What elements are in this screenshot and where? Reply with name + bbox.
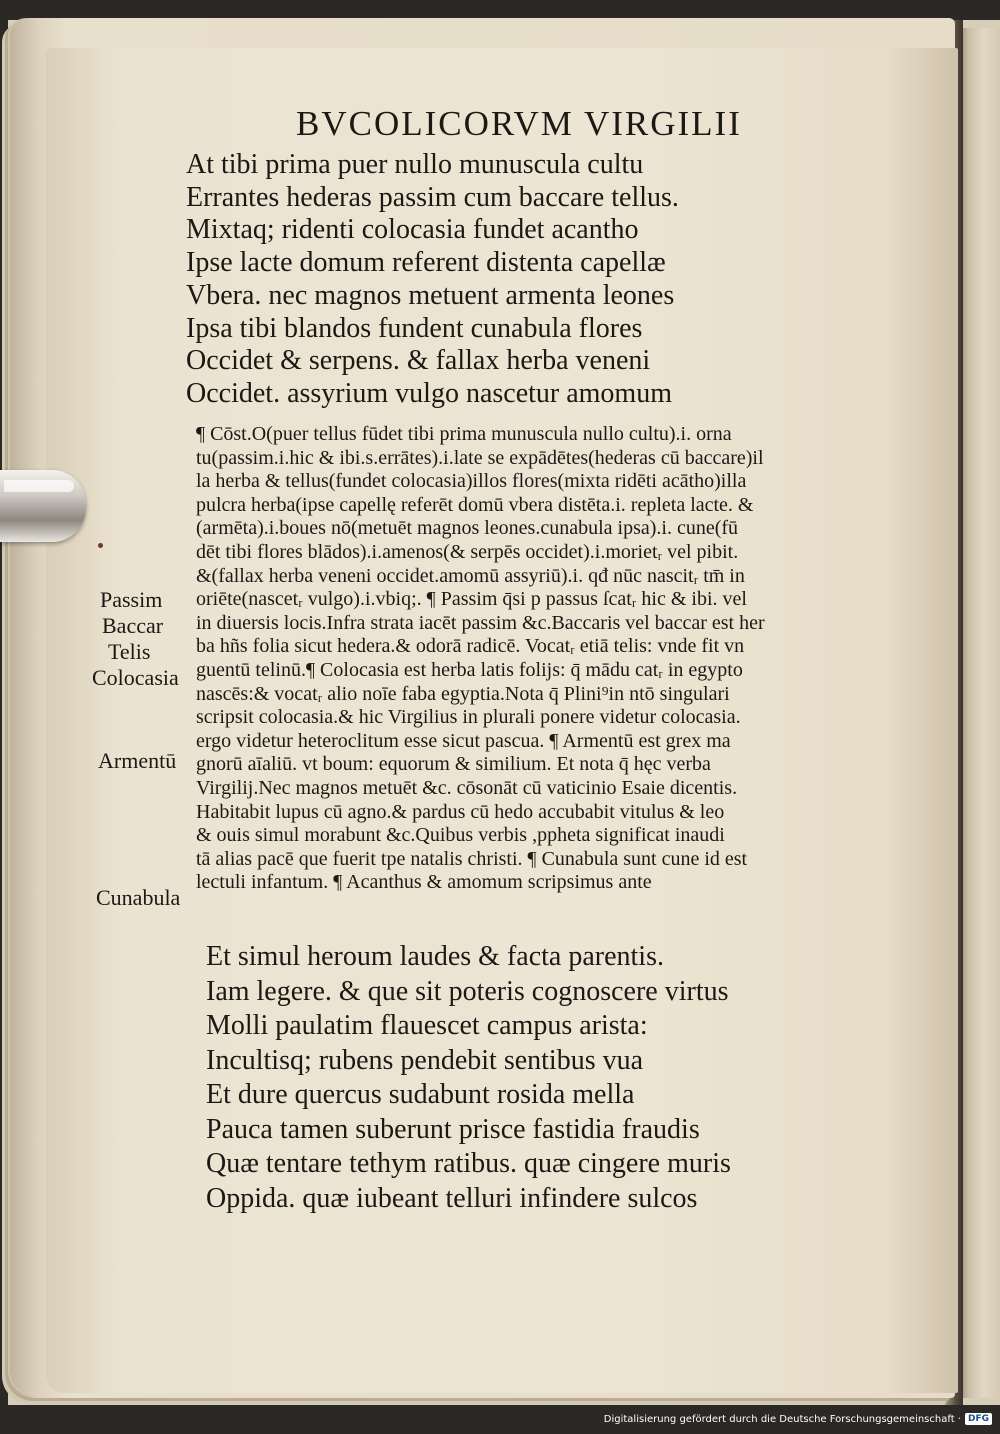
commentary-line: Virgilij.Nec magnos metuēt &c. cōsonāt cū vaticinio Esaie dicentis. (196, 776, 738, 799)
verse-line: Pauca tamen suberunt prisce fastidia fraudis (206, 1113, 700, 1145)
verses-bottom (206, 940, 731, 1216)
verse-line: Vbera. nec magnos metuent armenta leones (186, 279, 675, 311)
commentary-line: oriēte(nascetᵣ vulgo).i.vbiq;. ¶ Passim q̄si p passus ſcatᵣ hic & ibi. vel (196, 588, 747, 611)
verse-line: Iam legere. & que sit poteris cognoscere virtus (206, 975, 729, 1007)
commentary-line: lectuli infantum. ¶ Acanthus & amomum scripsimus ante (196, 871, 652, 894)
commentary-line: scripsit colocasia.& hic Virgilius in plurali ponere videtur colocasia. (196, 706, 741, 729)
commentary-line: &(fallax herba veneni occidet.amomū assyriū).i. qđ nūc nascitᵣ tm̄ in (196, 564, 745, 587)
commentary-line: guentū telinū.¶ Colocasia est herba latis folijs: q̄ mādu catᵣ in egypto (196, 658, 743, 681)
margin-note-passim: Passim (100, 587, 163, 612)
verse-line: Et simul heroum laudes & facta parentis. (206, 941, 664, 972)
dfg-logo-icon: DFG (965, 1413, 992, 1425)
verse-line: At tibi prima puer nullo munuscula cultu (186, 149, 644, 180)
commentary-line: & ouis simul morabunt &c.Quibus verbis ,ppheta significat inaudi (196, 824, 725, 847)
facing-page-edge (958, 28, 1000, 1398)
verse-line: Et dure quercus sudabunt rosida mella (206, 1079, 635, 1110)
commentary-block (196, 423, 765, 895)
footer-credit (604, 1413, 992, 1425)
verse-line: Errantes hederas passim cum baccare tellus. (186, 181, 679, 213)
verse-line: Mixtaq; ridenti colocasia fundet acantho (186, 214, 639, 246)
commentary-line: in diuersis locis.Infra strata iacēt passim &c.Baccaris vel baccar est her (196, 611, 765, 634)
commentary-line: nascēs:& vocatᵣ alio noīe faba egyptia.Nota q̄ Plini⁹in ntō singulari (196, 682, 730, 705)
commentary-line: ergo videtur heteroclitum esse sicut pascua. ¶ Armentū est grex ma (196, 729, 731, 752)
commentary-line: (armēta).i.boues nō(metuēt magnos leones.cunabula ipsa).i. cune(fū (196, 517, 739, 540)
margin-note-armentu: Armentū (98, 748, 177, 773)
commentary-line: ba hñs folia sicut hedera.& odorā radicē. Vocatᵣ etiā telis: vnde fit vn (196, 635, 745, 658)
margin-note-baccar: Baccar (102, 613, 164, 638)
commentary-line: pulcra herba(ipse capellę referēt domū vbera distēta.i. repleta lacte. & (196, 493, 754, 516)
margin-note-colocasia: Colocasia (92, 665, 179, 690)
book-clip (0, 470, 86, 542)
verse-line: Incultisq; rubens pendebit sentibus vua (206, 1044, 644, 1076)
commentary-line: dēt tibi flores blādos).i.amenos(& serpēs occidet).i.morietᵣ vel pibit. (196, 540, 739, 563)
page-title: BVCOLICORVM VIRGILII (296, 104, 742, 143)
margin-note-cunabula: Cunabula (96, 885, 181, 910)
commentary-line: tā alias pacē que fuerit tpe natalis christi. ¶ Cunabula sunt cune id est (196, 847, 748, 870)
verse-line: Molli paulatim flauescet campus arista: (206, 1010, 648, 1041)
commentary-line: ¶ Cōst.O(puer tellus fūdet tibi prima munuscula nullo cultu).i. orna (196, 423, 732, 445)
commentary-line: Habitabit lupus cū agno.& pardus cū hedo accubabit vitulus & leo (196, 800, 725, 823)
commentary-line: gnorū aīaliū. vt boum: equorum & similium. Et nota q̄ hęc verba (196, 753, 711, 776)
footer-text: Digitalisierung gefördert durch die Deutsche Forschungsgemeinschaft · (603, 1413, 961, 1425)
verse-line: Occidet. assyrium vulgo nascetur amomum (186, 377, 672, 409)
verses-top (186, 149, 679, 411)
verse-line: Quæ tentare tethym ratibus. quæ cingere muris (206, 1148, 731, 1179)
commentary-line: tu(passim.i.hic & ibi.s.errātes).i.late se expādētes(hederas cū baccare)il (196, 446, 764, 469)
verse-line: Occidet & serpens. & fallax herba veneni (186, 345, 651, 377)
verse-line: Ipsa tibi blandos fundent cunabula flores (186, 312, 643, 344)
margin-note-telis: Telis (108, 639, 151, 664)
verse-line: Ipse lacte domum referent distenta capellæ (186, 247, 666, 279)
verse-line: Oppida. quæ iubeant telluri infindere sulcos (206, 1182, 698, 1214)
margin-dot (98, 543, 103, 548)
commentary-line: la herba & tellus(fundet colocasia)illos flores(mixta ridēti acātho)illa (196, 470, 747, 493)
